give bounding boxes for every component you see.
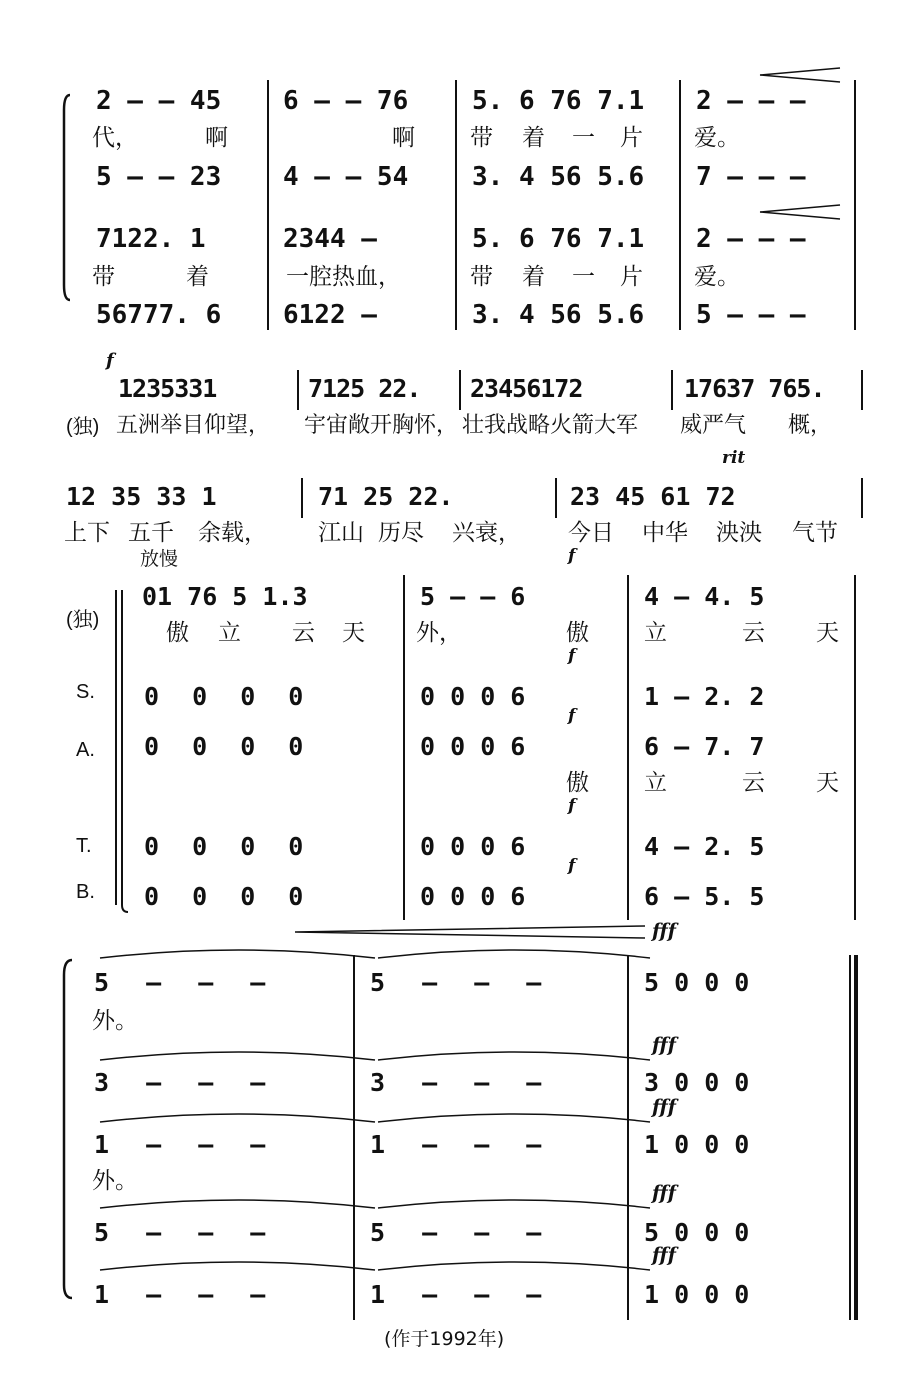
s2-lyric-2: 壮我战略火箭大军 [462,413,639,438]
s4-b-m2: 0 0 0 6 [420,882,526,911]
s3-lyric-3: 江山 [318,520,364,546]
s4-a-m2: 0 0 0 6 [420,732,526,761]
s1-lyric2-5: 一 [572,264,595,290]
s3-lyric-8: 泱泱 [716,520,762,546]
s4-solo-lyric-6: 立 [644,620,667,646]
s1-lyric1-2: 啊 [392,125,415,151]
s4-dyn-s: f [568,646,576,666]
s4-choir-lyric-1: 立 [644,770,667,796]
s1-v1-m2: 6 — — 76 [283,86,409,116]
s3-lyric-0: 上下 [64,520,110,546]
s5-r0-m2: 5 — — — [370,968,542,997]
s4-dyn-solo: f [568,546,576,566]
s5-r1-m2: 3 — — — [370,1068,542,1097]
s1-lyric2-4: 着 [522,264,545,290]
s4-solo-m1: 01 76 5 1.3 [142,582,308,611]
s4-t-m2: 0 0 0 6 [420,832,526,861]
s5-r2-lyric: 外。 [92,1168,138,1194]
s1-v1-m3: 5. 6 76 7.1 [472,86,645,116]
s1-v1-m4: 2 — — — [696,86,806,116]
s3-m2: 71 25 22. [318,482,454,511]
s4-label-b: B. [76,881,95,903]
s5-r1-m3: 3 0 0 0 [644,1068,750,1097]
s1-v2-m1: 5 — — 23 [96,162,222,192]
s4-solo-label: (独) [66,609,100,631]
s4-dyn-a: f [568,706,576,726]
s1-v4-m1: 56777. 6 [96,300,222,330]
s4-solo-lyric-5: 傲 [566,620,589,646]
s3-lyric-1: 五千 [128,520,174,546]
s4-s-m2: 0 0 0 6 [420,682,526,711]
s2-m4: 17637 765. [684,374,825,403]
s4-solo-lyric-2: 云 [292,620,315,646]
s4-solo-lyric-0: 傲 [166,620,189,646]
s5-dyn-2: fff [652,1096,676,1118]
s3-rit-mark: rit [722,448,746,468]
s1-lyric1-1: 啊 [205,125,228,151]
s1-v3-m3: 5. 6 76 7.1 [472,224,645,254]
s5-r0-m3: 5 0 0 0 [644,968,750,997]
s1-lyric2-0: 带 [92,264,115,290]
s1-lyric2-6: 片 [620,264,643,290]
s3-lyric-2: 余载， [198,520,267,546]
composition-date: (作于1992年) [384,1328,505,1350]
s1-lyric2-3: 带 [470,264,493,290]
s3-lyric-9: 气节 [792,520,838,546]
s5-r2-m1: 1 — — — [94,1130,266,1159]
s2-lyric-0: 五洲举目仰望， [116,413,271,438]
s5-r4-m3: 1 0 0 0 [644,1280,750,1309]
s2-lyric-1: 宇宙敞开胸怀， [304,413,459,438]
s5-r0-lyric: 外。 [92,1008,138,1034]
s1-lyric2-7: 爱。 [694,264,740,290]
s1-v2-m2: 4 — — 54 [283,162,409,192]
s1-lyric2-2: 一腔热血， [286,264,401,290]
s1-v2-m3: 3. 4 56 5.6 [472,162,645,192]
s4-a-m3: 6 — 7. 7 [644,732,765,761]
s5-dyn-0: fff [652,920,676,942]
s4-choir-lyric-2: 云 [742,770,765,796]
s3-lyric-4: 历尽 [378,520,424,546]
s4-dyn-b: f [568,856,576,876]
s4-choir-lyric-3: 天 [816,770,839,796]
s5-r3-m3: 5 0 0 0 [644,1218,750,1247]
s5-r2-m3: 1 0 0 0 [644,1130,750,1159]
s2-solo-label: (独) [66,416,100,438]
s4-solo-m3: 4 — 4. 5 [644,582,765,611]
s1-v2-m4: 7 — — — [696,162,806,192]
s2-m3: 23456172 [470,374,583,403]
s3-lyric-6: 今日 [568,520,614,546]
s3-m3: 23 45 61 72 [570,482,736,511]
s1-v3-m1: 7122. 1 [96,224,206,254]
s5-dyn-4: fff [652,1244,676,1266]
s5-r3-m2: 5 — — — [370,1218,542,1247]
s1-v4-m4: 5 — — — [696,300,806,330]
s2-lyric-4: 概， [788,413,833,438]
s4-s-m3: 1 — 2. 2 [644,682,765,711]
s2-m1: 1235331 [118,374,217,403]
s1-v4-m2: 6122 — [283,300,377,330]
s2-dynamic: f [106,350,114,371]
s1-lyric1-4: 着 [522,125,545,151]
s4-tempo-mark: 放慢 [140,548,179,570]
s2-lyric-3: 威严气 [680,413,747,438]
s3-lyric-7: 中华 [642,520,688,546]
s4-solo-lyric-3: 天 [342,620,365,646]
s4-label-s: S. [76,681,95,703]
s2-m2: 7125 22. [308,374,421,403]
s5-dyn-3: fff [652,1182,676,1204]
s4-t-m1: 0 0 0 0 [144,832,304,861]
s4-b-m1: 0 0 0 0 [144,882,304,911]
s1-lyric1-3: 带 [470,125,493,151]
s4-solo-lyric-4: 外， [416,620,462,646]
s4-solo-m2: 5 — — 6 [420,582,526,611]
s4-t-m3: 4 — 2. 5 [644,832,765,861]
s1-v3-m4: 2 — — — [696,224,806,254]
s4-solo-lyric-1: 立 [218,620,241,646]
s5-dyn-1: fff [652,1034,676,1056]
s1-lyric1-0: 代， [92,125,138,151]
s4-a-m1: 0 0 0 0 [144,732,304,761]
s5-r0-m1: 5 — — — [94,968,266,997]
s5-r4-m2: 1 — — — [370,1280,542,1309]
s1-v4-m3: 3. 4 56 5.6 [472,300,645,330]
s5-r2-m2: 1 — — — [370,1130,542,1159]
s5-r3-m1: 5 — — — [94,1218,266,1247]
s1-v3-m2: 2344 — [283,224,377,254]
s5-r4-m1: 1 — — — [94,1280,266,1309]
s3-lyric-5: 兴衰， [452,520,521,546]
s4-label-t: T. [76,835,92,857]
s4-choir-lyric-0: 傲 [566,770,589,796]
s4-dyn-t: f [568,796,576,816]
s5-r1-m1: 3 — — — [94,1068,266,1097]
s3-m1: 12 35 33 1 [66,482,217,511]
s4-b-m3: 6 — 5. 5 [644,882,765,911]
s4-solo-lyric-8: 天 [816,620,839,646]
s4-solo-lyric-7: 云 [742,620,765,646]
s1-v1-m1: 2 — — 45 [96,86,222,116]
s1-lyric2-1: 着 [186,264,209,290]
s4-label-a: A. [76,739,95,761]
s1-lyric1-6: 片 [620,125,643,151]
s1-lyric1-7: 爱。 [694,125,740,151]
s4-s-m1: 0 0 0 0 [144,682,304,711]
s1-lyric1-5: 一 [572,125,595,151]
